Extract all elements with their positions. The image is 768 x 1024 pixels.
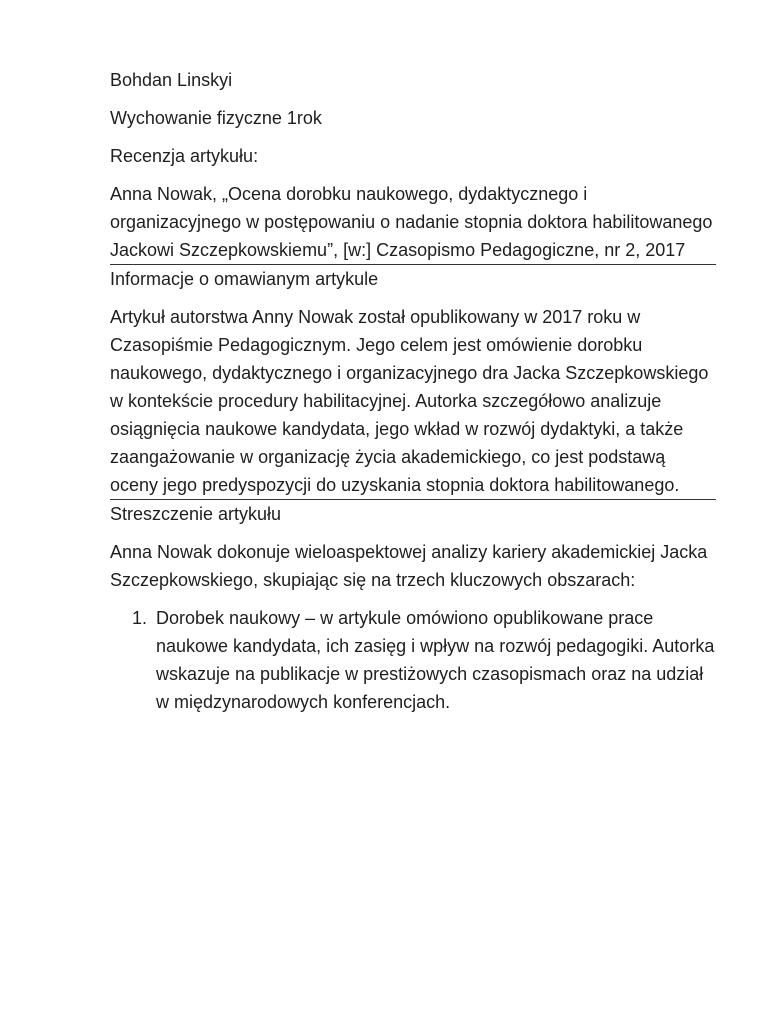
- section-heading-summary: Streszczenie artykułu: [110, 504, 282, 524]
- course-name: Wychowanie fizyczne 1rok: [110, 108, 322, 128]
- list-item: [110, 604, 716, 716]
- summary-list: [110, 604, 716, 716]
- section-heading-info: Informacje o omawianym artykule: [110, 269, 379, 289]
- list-item-number: 1.: [132, 608, 148, 628]
- section-body-info: Artykuł autorstwa Anny Nowak został opublikowany w 2017 roku w Czasopiśmie Pedagogicznym. Jego celem jest omówienie dorobku naukowego, dydaktycznego i organizacyjnego dra Jacka Szczepkowskiego w kontekście procedury habilitacyjnej. Autorka szczegółowo analizuje osiągnięcia naukowe kandydata, jego wkład w rozwój dydaktyki, a także zaangażowanie w organizację życia akademickiego, co jest podstawą oceny jego predyspozycji do uzyskania stopnia doktora habilitowanego.: [110, 307, 709, 495]
- document-content: [110, 66, 716, 716]
- author-name: Bohdan Linskyi: [110, 70, 233, 90]
- review-label: Recenzja artykułu:: [110, 146, 259, 166]
- article-citation: Anna Nowak, „Ocena dorobku naukowego, dydaktycznego i organizacyjnego w postępowaniu o nadanie stopnia doktora habilitowanego Jackowi Szczepkowskiemu”, [w:] Czasopismo Pedagogiczne, nr 2, 2017: [110, 184, 713, 260]
- summary-intro: Anna Nowak dokonuje wieloaspektowej analizy kariery akademickiej Jacka Szczepkowskiego, skupiając się na trzech kluczowych obszarach:: [110, 542, 708, 590]
- list-item-text: Dorobek naukowy – w artykule omówiono opublikowane prace naukowe kandydata, ich zasięg i wpływ na rozwój pedagogiki. Autorka wskazuje na publikacje w prestiżowych czasopismach oraz na udział w międzynarodowych konferencjach.: [156, 608, 715, 712]
